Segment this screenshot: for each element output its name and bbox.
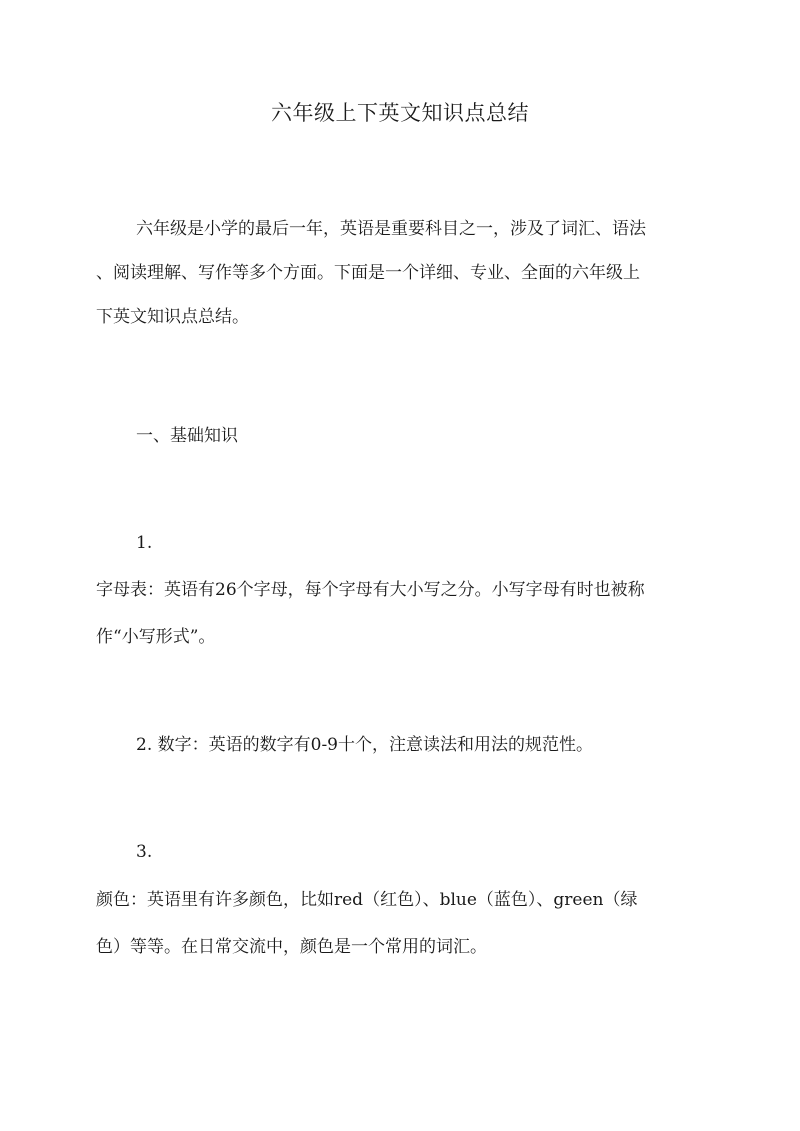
- item-1-number: 1.: [136, 533, 153, 553]
- intro-line-2: 、阅读理解、写作等多个方面。下面是一个详细、专业、全面的六年级上: [96, 263, 640, 283]
- intro-line-1: 六年级是小学的最后一年，英语是重要科目之一，涉及了词汇、语法: [136, 219, 646, 239]
- item-3-line-2: 色）等等。在日常交流中，颜色是一个常用的词汇。: [96, 937, 487, 957]
- item-1-line-1: 字母表：英语有26个字母，每个字母有大小写之分。小写字母有时也被称: [96, 580, 645, 600]
- page-title: 六年级上下英文知识点总结: [271, 101, 529, 125]
- item-3-line-1: 颜色：英语里有许多颜色，比如red（红色）、blue（蓝色）、green（绿: [96, 890, 638, 910]
- item-1-line-2: 作“小写形式”。: [96, 627, 216, 647]
- item-3-number: 3.: [136, 842, 153, 862]
- section-heading: 一、基础知识: [136, 426, 238, 446]
- intro-line-3: 下英文知识点总结。: [96, 307, 249, 327]
- item-2-line: 2. 数字：英语的数字有0-9十个，注意读法和用法的规范性。: [136, 735, 593, 755]
